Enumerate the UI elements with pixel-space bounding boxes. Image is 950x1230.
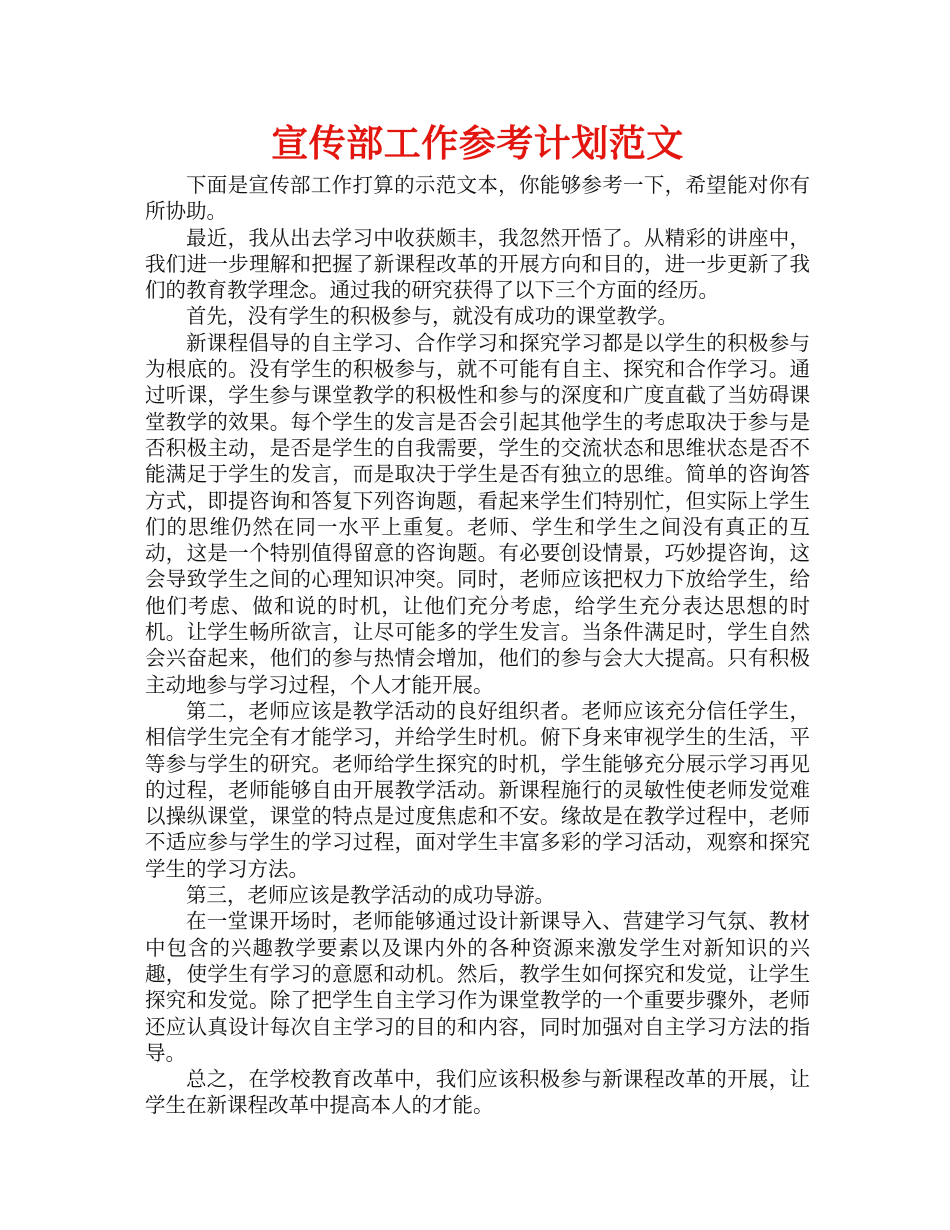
document-title: 宣传部工作参考计划范文 xyxy=(271,122,684,165)
document-page xyxy=(145,118,810,1119)
paragraph-conclusion: 总之，在学校教育改革中，我们应该积极参与新课程改革的开展，让学生在新课程改革中提高本人的才能。 xyxy=(145,1067,810,1118)
document-body xyxy=(145,172,810,1119)
paragraph-third-point: 第三，老师应该是教学活动的成功导游。 xyxy=(186,883,555,908)
paragraph-first-point: 首先，没有学生的积极参与，就没有成功的课堂教学。 xyxy=(186,304,678,329)
paragraph-intro: 下面是宣传部工作打算的示范文本，你能够参考一下，希望能对你有所协助。 xyxy=(145,173,810,224)
paragraph-experience: 最近，我从出去学习中收获颇丰，我忽然开悟了。从精彩的讲座中，我们进一步理解和把握了新课程改革的开展方向和目的，进一步更新了我们的教育教学理念。通过我的研究获得了以下三个方面的经历。 xyxy=(145,225,810,303)
paragraph-participation: 新课程倡导的自主学习、合作学习和探究学习都是以学生的积极参与为根底的。没有学生的积极参与，就不可能有自主、探究和合作学习。通过听课，学生参与课堂教学的积极性和参与的深度和广度直截了当妨碍课堂教学的效果。每个学生的发言是否会引起其他学生的考虑取决于参与是否积极主动，是否是学生的自我需要，学生的交流状态和思维状态是否不能满足于学生的发言，而是取决于学生是否有独立的思维。简单的咨询答方式，即提咨询和答复下列咨询题，看起来学生们特别忙，但实际上学生们的思维仍然在同一水平上重复。老师、学生和学生之间没有真正的互动，这是一个特别值得留意的咨询题。有必要创设情景，巧妙提咨询，这会导致学生之间的心理知识冲突。同时，老师应该把权力下放给学生，给他们考虑、做和说的时机，让他们充分考虑，给学生充分表达思想的时机。让学生畅所欲言，让尽可能多的学生发言。当条件满足时，学生自然会兴奋起来，他们的参与热情会增加，他们的参与会大大提高。只有积极主动地参与学习过程，个人才能开展。 xyxy=(145,330,810,697)
paragraph-second-point: 第二，老师应该是教学活动的良好组织者。老师应该充分信任学生，相信学生完全有才能学习，并给学生时机。俯下身来审视学生的生活，平等参与学生的研究。老师给学生探究的时机，学生能够充分展示学习再见的过程，老师能够自由开展教学活动。新课程施行的灵敏性使老师发觉难以操纵课堂，课堂的特点是过度焦虑和不安。缘故是在教学过程中，老师不适应参与学生的学习过程，面对学生丰富多彩的学习活动，观察和探究学生的学习方法。 xyxy=(145,698,810,881)
paragraph-lesson-start: 在一堂课开场时，老师能够通过设计新课导入、营建学习气氛、教材中包含的兴趣教学要素以及课内外的各种资源来激发学生对新知识的兴趣，使学生有学习的意愿和动机。然后，教学生如何探究和发觉，让学生探究和发觉。除了把学生自主学习作为课堂教学的一个重要步骤外，老师还应认真设计每次自主学习的目的和内容，同时加强对自主学习方法的指导。 xyxy=(145,909,810,1065)
